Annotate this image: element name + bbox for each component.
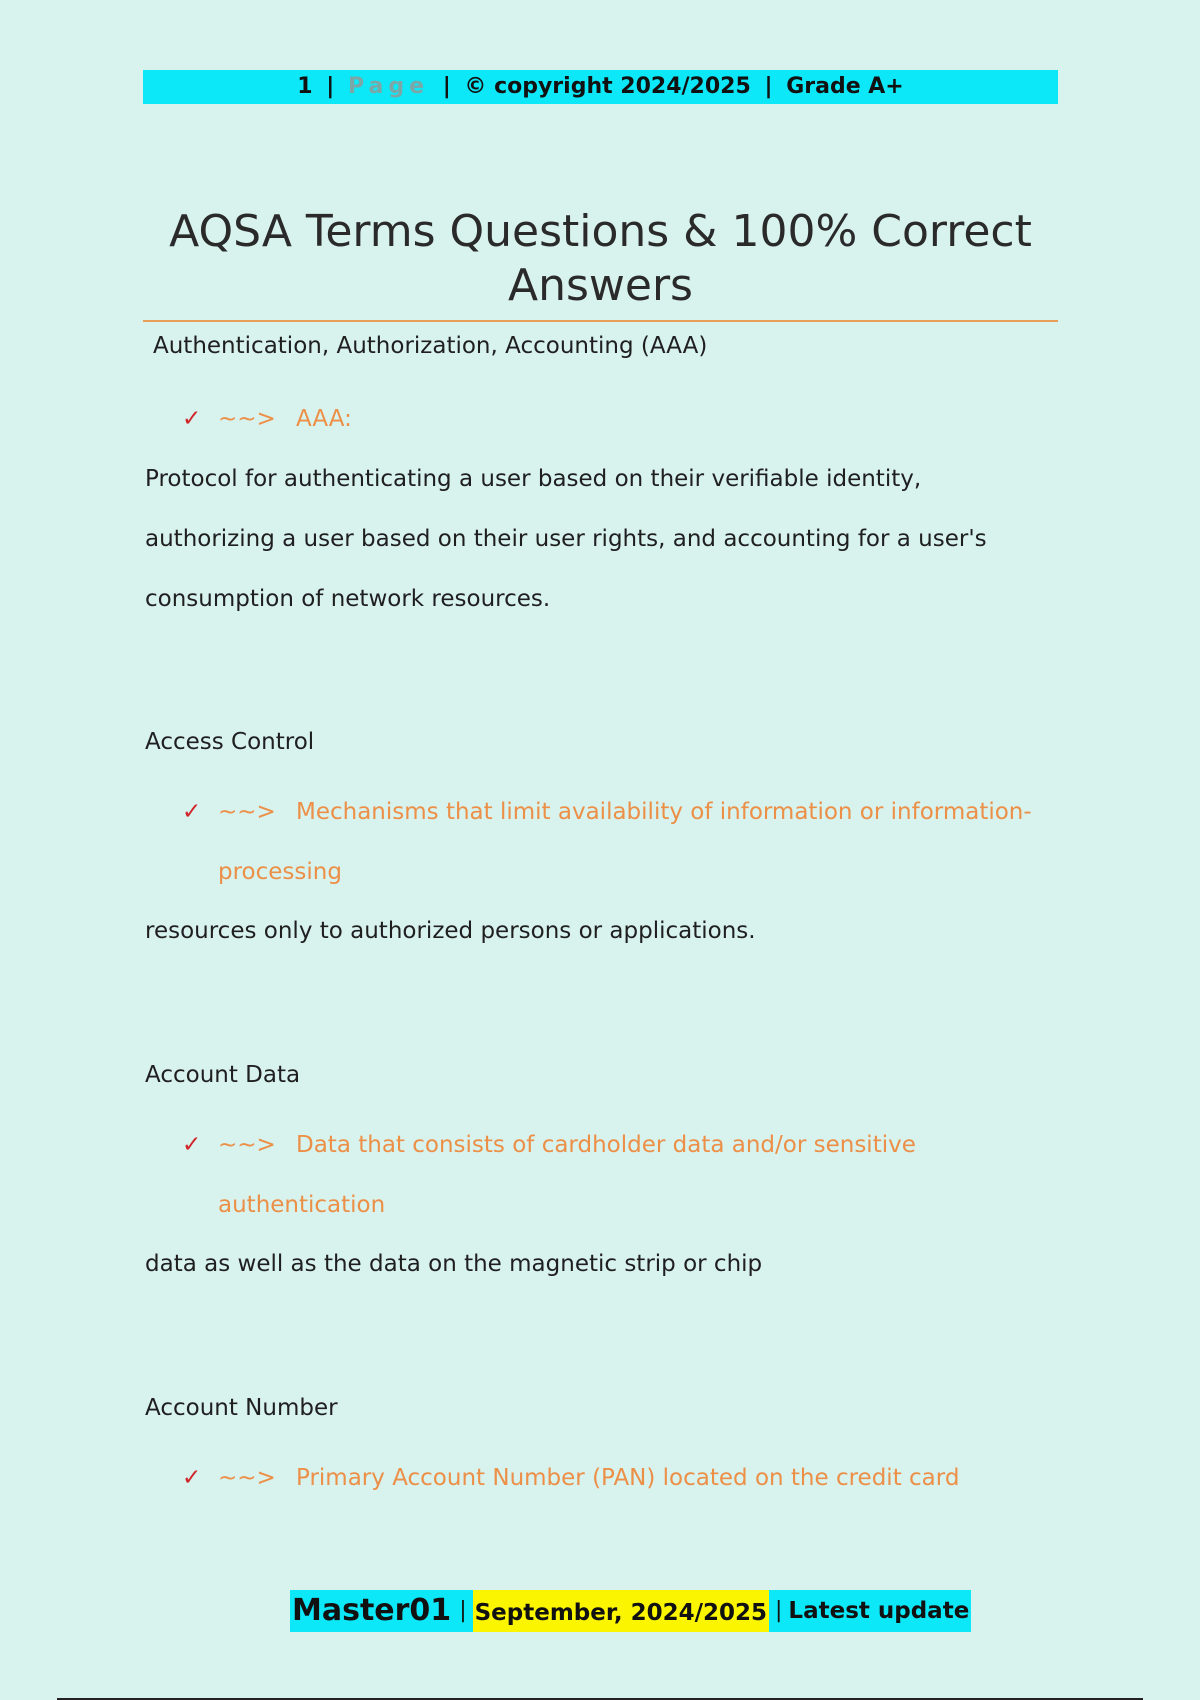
answer-line	[182, 799, 1032, 825]
header-separator: |	[326, 74, 335, 99]
document-title	[143, 205, 1058, 313]
term-heading: Account Number	[145, 1395, 338, 1421]
check-icon: ✓	[182, 406, 202, 432]
answer-line	[182, 1465, 959, 1491]
answer-text: Data that consists of cardholder data and/or sensitive	[296, 1132, 916, 1158]
arrow-icon: ~~>	[218, 799, 276, 825]
page-number: 1	[297, 74, 313, 99]
answer-text: Mechanisms that limit availability of information or information-	[296, 799, 1032, 825]
copyright-text: © copyright 2024/2025	[464, 74, 751, 99]
check-icon: ✓	[182, 799, 202, 825]
title-line-1: AQSA Terms Questions & 100% Correct	[169, 206, 1032, 257]
arrow-icon: ~~>	[218, 1465, 276, 1491]
title-line-2: Answers	[508, 260, 693, 311]
answer-continuation: authentication	[218, 1192, 386, 1218]
answer-continuation: processing	[218, 859, 342, 885]
term-heading: Authentication, Authorization, Accounting (AAA)	[153, 333, 708, 359]
footer-date: September, 2024/2025	[473, 1590, 769, 1632]
body-line: authorizing a user based on their user rights, and accounting for a user's	[145, 526, 987, 552]
footer-separator: |	[769, 1590, 788, 1632]
answer-text: Primary Account Number (PAN) located on the credit card	[296, 1465, 960, 1491]
footer-separator: |	[453, 1590, 472, 1632]
page-footer	[290, 1590, 971, 1632]
answer-line	[182, 1132, 916, 1158]
header-separator: |	[764, 74, 773, 99]
arrow-icon: ~~>	[218, 1132, 276, 1158]
footer-latest-update: Latest update	[788, 1590, 971, 1632]
body-line: data as well as the data on the magnetic strip or chip	[145, 1251, 763, 1277]
check-icon: ✓	[182, 1132, 202, 1158]
term-heading: Account Data	[145, 1062, 301, 1088]
check-icon: ✓	[182, 1465, 202, 1491]
title-divider	[143, 320, 1058, 322]
page-header	[143, 70, 1058, 104]
header-separator: |	[442, 74, 451, 99]
body-line: resources only to authorized persons or applications.	[145, 918, 756, 944]
footer-brand: Master01	[290, 1590, 453, 1632]
page-word: Page	[347, 74, 430, 99]
body-line: consumption of network resources.	[145, 586, 551, 612]
answer-text: AAA:	[296, 406, 352, 432]
arrow-icon: ~~>	[218, 406, 276, 432]
answer-line	[182, 406, 352, 432]
grade-text: Grade A+	[786, 74, 904, 99]
body-line: Protocol for authenticating a user based on their verifiable identity,	[145, 466, 922, 492]
term-heading: Access Control	[145, 729, 315, 755]
